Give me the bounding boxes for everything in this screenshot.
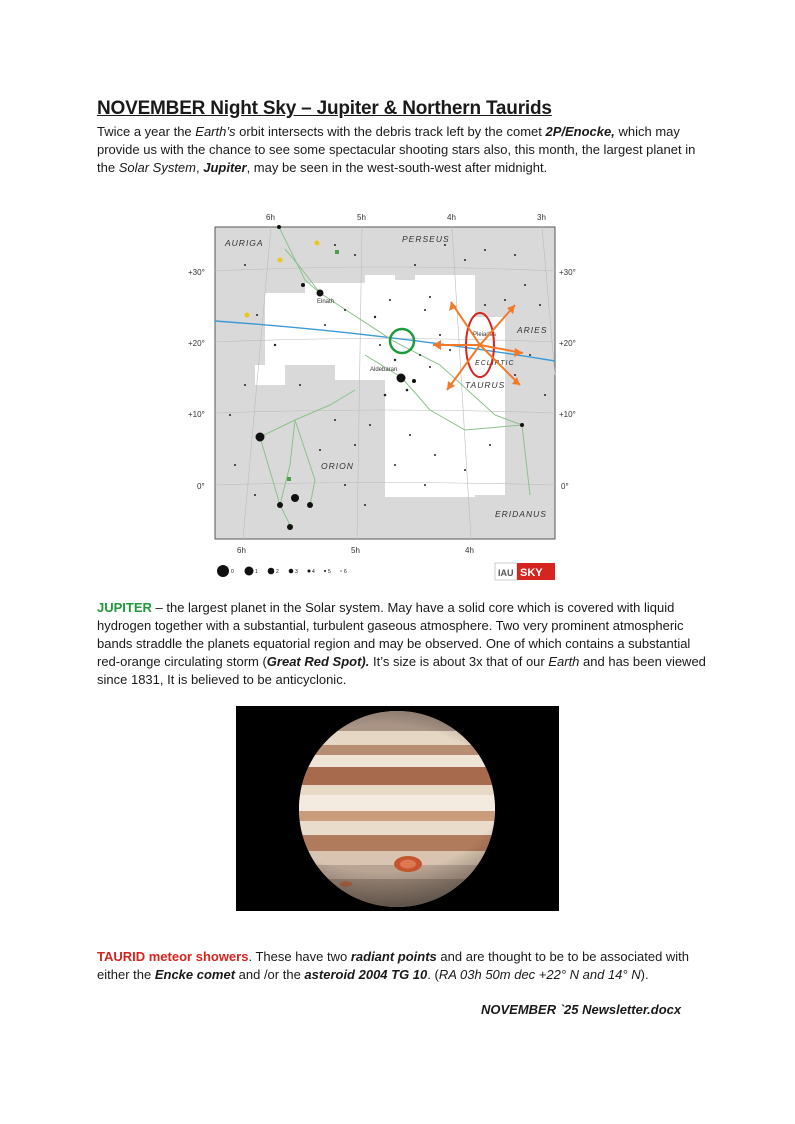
ra-label-top: 5h	[357, 213, 366, 222]
svg-text:IAU: IAU	[498, 568, 514, 578]
ra-label-top: 6h	[266, 213, 275, 222]
dec-label: 0°	[561, 482, 569, 491]
star-label: Pleiades	[473, 332, 497, 338]
iau-sky-logo	[495, 563, 555, 580]
star-label: Elnath	[317, 299, 335, 305]
ra-label-top: 4h	[447, 213, 456, 222]
constellation-label: ORION	[321, 461, 354, 471]
page-title: NOVEMBER Night Sky – Jupiter & Northern Taurids	[97, 98, 552, 119]
jupiter-paragraph: JUPITER – the largest planet in the Solar system. May have a solid core which is covered with liquid hydrogen together with a substantial, turbulent gaseous atmosphere. Two very prominent atmospheric bands straddle the planets equatorial region and may be observed. One of which contains a substantial red-orange circulating storm (Great Red Spot). It’s size is about 3x that of our Earth and has been viewed since 1831, It is believed to be anticyclonic.	[97, 600, 706, 687]
magnitude-label: 6	[344, 569, 347, 575]
constellation-label: PERSEUS	[402, 234, 450, 244]
dec-label: +30°	[559, 268, 576, 277]
constellation-label: AURIGA	[225, 238, 264, 248]
dec-label: +20°	[188, 339, 205, 348]
magnitude-label: 4	[312, 569, 315, 575]
magnitude-label: 3	[295, 569, 298, 575]
dec-label: 0°	[197, 482, 205, 491]
ra-label-bottom: 4h	[465, 546, 474, 555]
ra-label-bottom: 6h	[237, 546, 246, 555]
svg-text:SKY: SKY	[520, 567, 543, 579]
taurus-star-chart	[185, 205, 576, 585]
footer-filename: NOVEMBER `25 Newsletter.docx	[481, 1002, 682, 1017]
taurid-heading: TAURID meteor showers	[97, 949, 249, 964]
constellation-label: ERIDANUS	[495, 509, 547, 519]
ra-label-top: 3h	[537, 213, 546, 222]
constellation-label: TAURUS	[465, 380, 506, 390]
ra-label-bottom: 5h	[351, 546, 360, 555]
jupiter-heading: JUPITER	[97, 600, 152, 615]
constellation-label: ECLIPTIC	[475, 360, 515, 367]
star-label: Aldebaran	[370, 367, 398, 373]
jupiter-photo	[236, 706, 559, 911]
dec-label: +10°	[559, 410, 576, 419]
intro-paragraph: Twice a year the Earth’s orbit intersects with the debris track left by the comet 2P/Enocke, which may provide us with the chance to see some spectacular shooting stars also, this month, the largest planet in the Solar System, Jupiter, may be seen in the west-south-west after midnight.	[97, 124, 696, 175]
constellation-label: ARIES	[517, 325, 548, 335]
magnitude-label: 0	[231, 569, 234, 575]
dec-label: +30°	[188, 268, 205, 277]
taurid-paragraph: TAURID meteor showers. These have two radiant points and are thought to be to be associated with either the Encke comet and /or the asteroid 2004 TG 10. (RA 03h 50m dec +22° N and 14° N).	[97, 949, 690, 982]
magnitude-label: 1	[255, 569, 258, 575]
magnitude-label: 2	[276, 569, 279, 575]
magnitude-label: 5	[328, 569, 331, 575]
dec-label: +10°	[188, 410, 205, 419]
dec-label: +20°	[559, 339, 576, 348]
